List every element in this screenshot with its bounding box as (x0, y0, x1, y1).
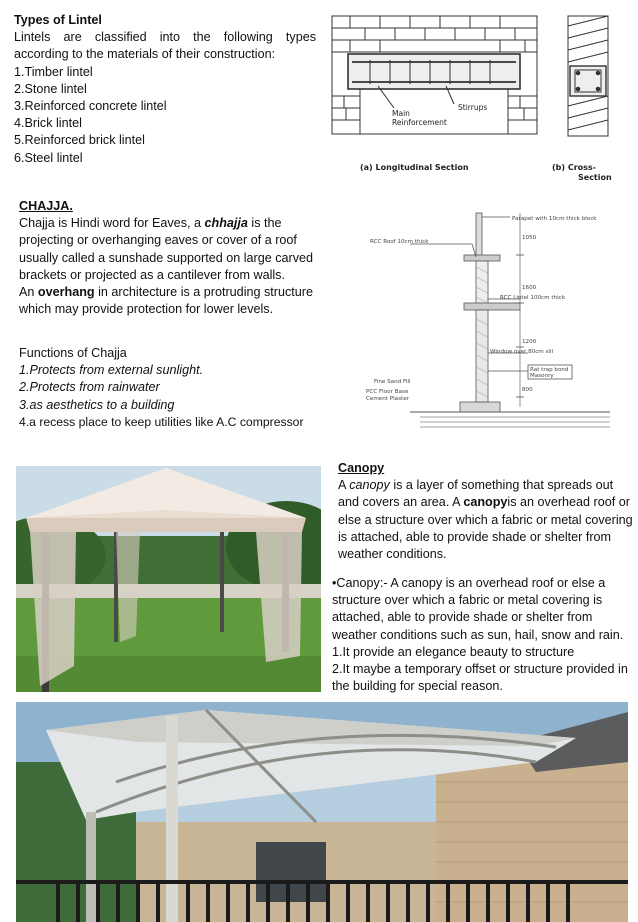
canopy-section-2 (332, 575, 634, 695)
list-item: 4.Brick lintel (14, 116, 82, 131)
list-item: 3.Reinforced concrete lintel (14, 99, 167, 114)
list-item: 6.Steel lintel (14, 150, 83, 165)
list-item: 1.It provide an elegance beauty to structure (332, 644, 575, 659)
text-span-italic: canopy (349, 478, 390, 493)
cross-section-drawing (568, 16, 608, 136)
list-item: 5.Reinforced brick lintel (14, 133, 145, 148)
list-item: 2.Protects from rainwater (19, 380, 160, 395)
label-pcc-1: PCC Floor Base (366, 389, 409, 395)
text-span-bold: canopy (463, 495, 508, 510)
chajja-section (19, 198, 319, 318)
text-span: An (19, 285, 38, 300)
text-span-bold: overhang (37, 285, 95, 300)
label-rcc-roof: RCC Roof 10cm thick (370, 239, 429, 245)
label-stirrups: Stirrups (458, 103, 488, 112)
label-rat-trap-2: Masonry (530, 373, 554, 379)
gazebo-photo (16, 466, 321, 692)
dim-label: 800 (522, 387, 533, 393)
list-item: 2.Stone lintel (14, 81, 87, 96)
label-fine-sand: Fine Sand Fill (374, 379, 411, 385)
caption-cross-2: Section (578, 173, 612, 182)
caption-cross-1: (b) Cross- (552, 163, 596, 172)
label-window: Window over 80cm sill (490, 349, 554, 355)
label-rat-trap-1: Rat trap bond (530, 367, 569, 373)
text-span: is a layer of something that spreads out and covers an area. A (338, 478, 614, 510)
chajja-paragraph-2 (19, 284, 319, 318)
lintel-section (14, 12, 316, 167)
text-span-bold: chhajja (204, 216, 248, 231)
dim-label: 1600 (522, 285, 537, 291)
list-item: 1.Protects from external sunlight. (19, 363, 204, 378)
canopy-paragraph-2: •Canopy:- A canopy is an overhead roof or else a structure over which a fabric or metal covering is attached, able to provide shade or shelter from weather conditions such as sun, hail, snow and rain. (332, 576, 624, 642)
list-item: 4.a recess place to keep utilities like A.C compressor (19, 414, 304, 429)
text-span: is an overhead roof or else a structure over which a fabric or metal covering is attached, able to provide shade or shelter from weather conditions. (338, 495, 633, 562)
dim-label: 1200 (522, 339, 537, 345)
canopy-title: Canopy (338, 461, 385, 475)
chajja-paragraph-1 (19, 215, 319, 284)
dim-label: 1050 (522, 235, 537, 241)
label-parapet: Parapet with 10cm thick block (512, 216, 597, 222)
canopy-photo (16, 702, 628, 922)
chajja-section-drawing (360, 207, 616, 437)
caption-longitudinal: (a) Longitudinal Section (360, 163, 469, 172)
list-item: 2.It maybe a temporary offset or structure provided in the building for special reason. (332, 662, 628, 694)
text-span: Chajja is Hindi word for Eaves, a (19, 216, 205, 231)
functions-title: Functions of Chajja (19, 346, 127, 360)
list-item: 3.as aesthetics to a building (19, 397, 175, 412)
label-pcc-2: Cement Plaster (366, 396, 409, 402)
functions-section (19, 345, 319, 431)
canopy-list (332, 644, 634, 696)
label-rcc-lintel: RCC Lintel 100cm thick (500, 295, 565, 301)
lintel-beam (348, 54, 520, 89)
canopy-paragraph-1 (338, 477, 633, 563)
text-span: is the projecting or overhanging eaves or cover of a roof usually called a sunshade supported on large carved brackets or projected as a cantilever from walls. (19, 216, 314, 282)
text-span: A (338, 478, 350, 493)
label-main: Main (392, 109, 410, 118)
lintel-intro: Lintels are classified into the following types according to the materials of their construction: (14, 30, 316, 62)
canopy-section (338, 460, 633, 563)
lintel-types-list (14, 64, 316, 167)
lintel-title: Types of Lintel (14, 13, 102, 27)
label-reinforcement: Reinforcement (392, 118, 447, 127)
list-item: 1.Timber lintel (14, 64, 93, 79)
lintel-section-drawing (330, 14, 626, 186)
text-span: in architecture is a protruding structure which may provide protection for lower levels. (19, 285, 313, 317)
chajja-title: CHAJJA. (19, 199, 73, 213)
functions-list (19, 362, 319, 414)
